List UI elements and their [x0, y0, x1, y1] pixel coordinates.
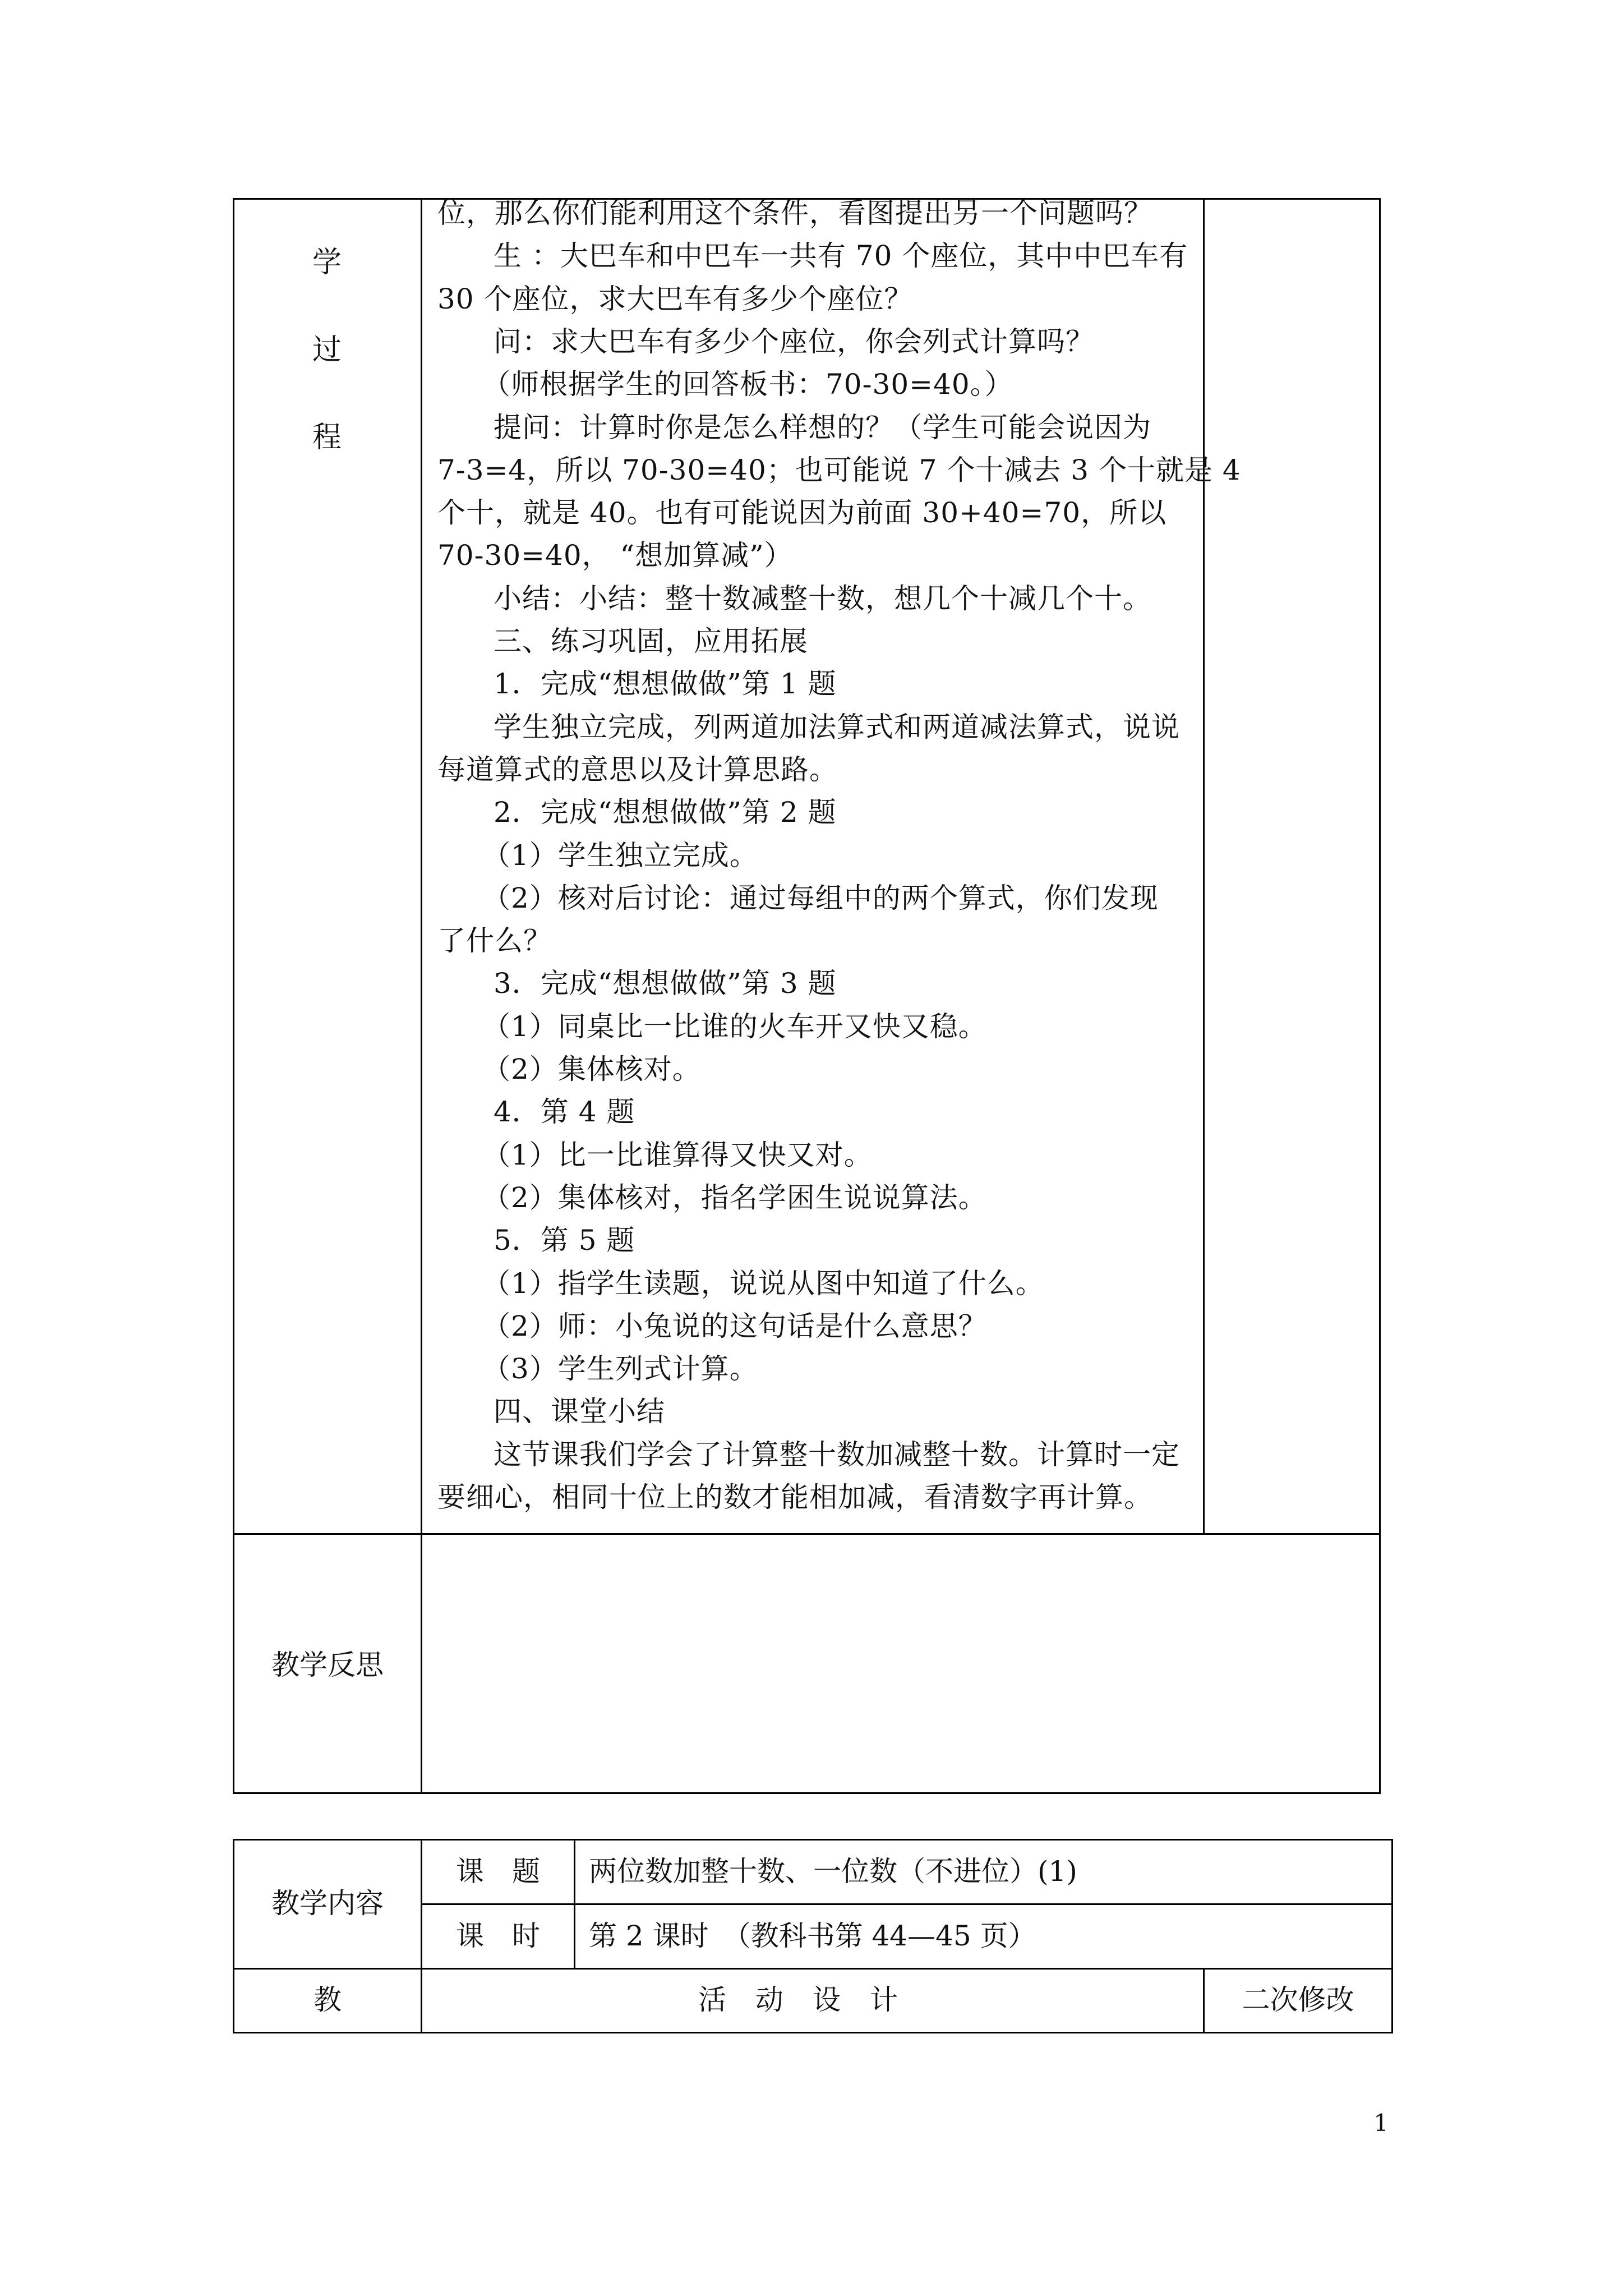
text-line: （1）学生独立完成。: [482, 839, 758, 872]
table2-top-border: [233, 1839, 1393, 1841]
text-line: 位，那么你们能利用这个条件，看图提出另一个问题吗？: [437, 197, 1152, 229]
text-line: （1）同桌比一比谁的火车开又快又稳。: [482, 1010, 987, 1043]
period-label: 课 时: [456, 1920, 540, 1952]
table2-right-border: [1391, 1839, 1393, 2033]
text-line: 三、练习巩固，应用拓展: [494, 625, 808, 657]
text-line: （2）核对后讨论：通过每组中的两个算式，你们发现: [482, 881, 1159, 914]
table2-row1-border: [421, 1903, 1393, 1905]
text-line: 生 ：大巴车和中巴车一共有 70 个座位，其中中巴车有: [494, 240, 1188, 273]
text-line: （1）指学生读题，说说从图中知道了什么。: [482, 1267, 1044, 1300]
text-line: 提问：计算时你是怎么样想的？（学生可能会说因为: [494, 411, 1151, 444]
table2-col2-border: [574, 1839, 575, 1969]
topic-value: 两位数加整十数、一位数（不进位）(1): [589, 1855, 1077, 1888]
text-line: 3．完成“想想做做”第 3 题: [494, 967, 837, 1000]
text-line: 问：求大巴车有多少个座位，你会列式计算吗？: [494, 325, 1094, 358]
text-line: 4．第 4 题: [494, 1096, 635, 1129]
text-line: （1）比一比谁算得又快又对。: [482, 1138, 873, 1171]
text-line: 学生独立完成，列两道加法算式和两道减法算式，说说: [494, 710, 1180, 743]
text-line: 个十，就是 40。也有可能说因为前面 30+40=70，所以: [437, 496, 1167, 530]
table1-col1-border: [421, 198, 422, 1794]
text-line: （师根据学生的回答板书：70-30=40。）: [482, 368, 1013, 401]
teach-label: 教: [313, 1984, 342, 2016]
period-value: 第 2 课时 （教科书第 44—45 页）: [589, 1920, 1036, 1952]
text-line: 1．完成“想想做做”第 1 题: [494, 668, 837, 701]
page-number: 1: [1373, 2109, 1389, 2137]
text-line: 30 个座位，求大巴车有多少个座位？: [437, 282, 913, 315]
topic-label: 课 题: [456, 1855, 540, 1888]
side-char-guo: 过: [312, 333, 342, 367]
text-line: 每道算式的意思以及计算思路。: [437, 753, 838, 786]
activity-design-label: 活动设计: [698, 1984, 927, 2016]
text-line: 5．第 5 题: [494, 1224, 635, 1257]
text-line: 70-30=40， “想加算减”）: [437, 539, 793, 572]
side-char-xue: 学: [312, 246, 342, 279]
content-label: 教学内容: [271, 1887, 384, 1920]
side-char-cheng: 程: [312, 421, 342, 454]
text-line: 四、课堂小结: [494, 1395, 665, 1428]
revision-label: 二次修改: [1242, 1984, 1354, 2016]
table1-right-border: [1379, 198, 1381, 1794]
table1-mid-border: [233, 1533, 1381, 1535]
text-line: （2）集体核对。: [482, 1053, 701, 1085]
text-line: 这节课我们学会了计算整十数加减整十数。计算时一定: [494, 1438, 1180, 1471]
text-line: 小结：小结：整十数减整十数，想几个十减几个十。: [494, 582, 1151, 615]
text-line: （2）集体核对，指名学困生说说算法。: [482, 1181, 987, 1214]
text-line: 了什么？: [437, 924, 552, 958]
text-line: （3）学生列式计算。: [482, 1352, 758, 1386]
table1-bottom-border: [233, 1792, 1381, 1794]
text-line: 7-3=4，所以 70-30=40；也可能说 7 个十减去 3 个十就是 4: [437, 453, 1241, 486]
text-line: 2．完成“想想做做”第 2 题: [494, 796, 837, 829]
text-line: 要细心，相同十位上的数才能相加减，看清数字再计算。: [437, 1481, 1152, 1513]
table2-row2-border: [233, 1968, 1393, 1970]
table2-bottom-border: [233, 2032, 1393, 2033]
table1-col2-border: [1203, 198, 1205, 1535]
text-line: （2）师：小兔说的这句话是什么意思？: [482, 1309, 987, 1342]
reflection-label: 教学反思: [271, 1649, 384, 1681]
